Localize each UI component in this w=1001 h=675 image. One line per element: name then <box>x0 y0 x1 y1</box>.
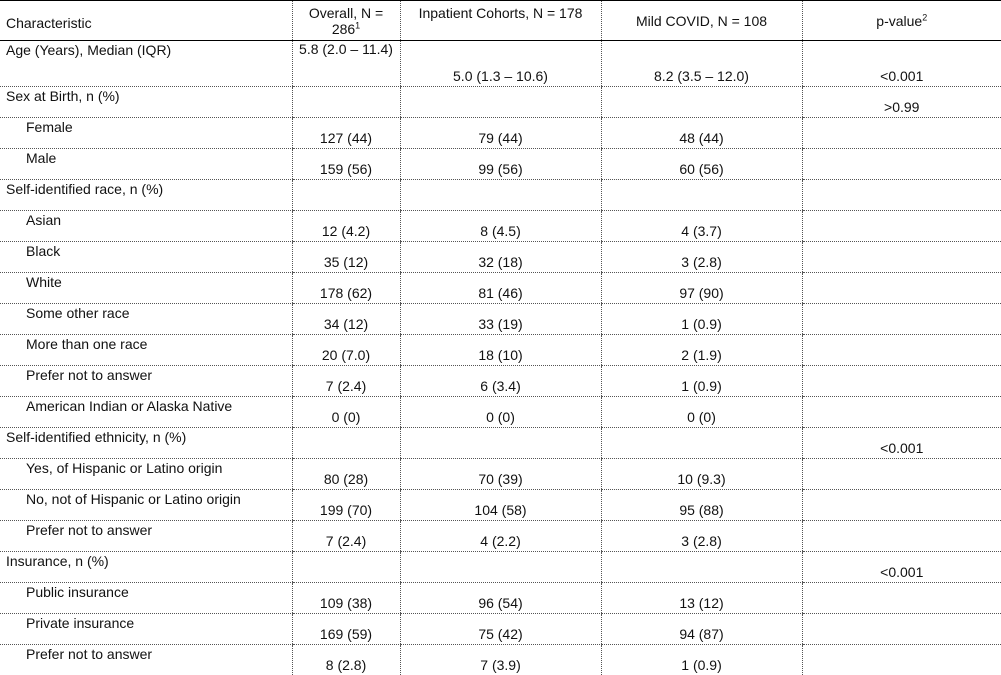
cell-inpatient: 75 (42) <box>400 614 601 645</box>
cell-inpatient <box>400 180 601 211</box>
row-label: Public insurance <box>0 583 292 614</box>
cell-overall: 7 (2.4) <box>292 521 400 552</box>
row-label: Age (Years), Median (IQR) <box>0 41 292 87</box>
table-row <box>0 335 1001 366</box>
cell-overall: 5.8 (2.0 – 11.4) <box>292 41 400 87</box>
table-row <box>0 304 1001 335</box>
cell-pvalue <box>802 614 1001 645</box>
table-row <box>0 273 1001 304</box>
cell-mild: 3 (2.8) <box>601 242 802 273</box>
cell-inpatient: 0 (0) <box>400 397 601 428</box>
row-label: More than one race <box>0 335 292 366</box>
table-row <box>0 242 1001 273</box>
cell-inpatient: 99 (56) <box>400 149 601 180</box>
table-row <box>0 87 1001 118</box>
table-row <box>0 397 1001 428</box>
table-row <box>0 645 1001 675</box>
table-row <box>0 366 1001 397</box>
row-label: Prefer not to answer <box>0 366 292 397</box>
row-label: Male <box>0 149 292 180</box>
cell-mild: 8.2 (3.5 – 12.0) <box>601 41 802 87</box>
cell-inpatient: 7 (3.9) <box>400 645 601 675</box>
cell-pvalue <box>802 273 1001 304</box>
cell-inpatient: 96 (54) <box>400 583 601 614</box>
header-overall <box>292 1 400 41</box>
table-row <box>0 583 1001 614</box>
cell-overall: 35 (12) <box>292 242 400 273</box>
row-label: Black <box>0 242 292 273</box>
table-row <box>0 552 1001 583</box>
cell-pvalue <box>802 335 1001 366</box>
cell-overall <box>292 428 400 459</box>
cell-mild: 13 (12) <box>601 583 802 614</box>
cell-mild: 94 (87) <box>601 614 802 645</box>
footnote-marker-1: 1 <box>355 20 360 30</box>
cell-inpatient: 8 (4.5) <box>400 211 601 242</box>
table-row <box>0 118 1001 149</box>
cell-pvalue <box>802 490 1001 521</box>
cell-overall: 34 (12) <box>292 304 400 335</box>
cell-inpatient: 5.0 (1.3 – 10.6) <box>400 41 601 87</box>
cell-overall <box>292 180 400 211</box>
cell-pvalue <box>802 366 1001 397</box>
cell-overall <box>292 552 400 583</box>
cell-mild: 48 (44) <box>601 118 802 149</box>
cell-pvalue <box>802 118 1001 149</box>
cell-mild: 95 (88) <box>601 490 802 521</box>
row-label: Insurance, n (%) <box>0 552 292 583</box>
table-header <box>0 1 1001 41</box>
cell-mild <box>601 552 802 583</box>
row-label: Yes, of Hispanic or Latino origin <box>0 459 292 490</box>
row-label: Self-identified race, n (%) <box>0 180 292 211</box>
cell-pvalue <box>802 180 1001 211</box>
cell-pvalue: <0.001 <box>802 552 1001 583</box>
cell-overall: 12 (4.2) <box>292 211 400 242</box>
cell-inpatient: 33 (19) <box>400 304 601 335</box>
cell-inpatient: 4 (2.2) <box>400 521 601 552</box>
cell-pvalue <box>802 397 1001 428</box>
cell-mild: 60 (56) <box>601 149 802 180</box>
cell-inpatient: 18 (10) <box>400 335 601 366</box>
cell-pvalue <box>802 583 1001 614</box>
table-row <box>0 490 1001 521</box>
cell-mild: 1 (0.9) <box>601 304 802 335</box>
cell-overall: 20 (7.0) <box>292 335 400 366</box>
table-row <box>0 521 1001 552</box>
row-label: Private insurance <box>0 614 292 645</box>
cell-pvalue: >0.99 <box>802 87 1001 118</box>
header-inpatient: Inpatient Cohorts, N = 178 <box>400 1 601 41</box>
row-label: Asian <box>0 211 292 242</box>
cell-pvalue <box>802 645 1001 675</box>
table-row <box>0 41 1001 87</box>
table-row <box>0 211 1001 242</box>
cell-overall: 169 (59) <box>292 614 400 645</box>
cell-overall: 8 (2.8) <box>292 645 400 675</box>
cell-mild: 4 (3.7) <box>601 211 802 242</box>
cell-overall: 80 (28) <box>292 459 400 490</box>
cell-inpatient: 81 (46) <box>400 273 601 304</box>
cell-mild <box>601 87 802 118</box>
cell-inpatient: 104 (58) <box>400 490 601 521</box>
row-label: No, not of Hispanic or Latino origin <box>0 490 292 521</box>
table-body <box>0 41 1001 675</box>
cell-pvalue <box>802 459 1001 490</box>
table-row <box>0 614 1001 645</box>
cell-pvalue <box>802 521 1001 552</box>
cell-inpatient: 79 (44) <box>400 118 601 149</box>
cell-overall: 0 (0) <box>292 397 400 428</box>
header-mild: Mild COVID, N = 108 <box>601 1 802 41</box>
header-overall-label: Overall, N = 286 <box>309 5 383 37</box>
cell-overall: 159 (56) <box>292 149 400 180</box>
table-row <box>0 428 1001 459</box>
row-label: White <box>0 273 292 304</box>
cell-overall: 199 (70) <box>292 490 400 521</box>
cell-mild: 10 (9.3) <box>601 459 802 490</box>
table-row <box>0 459 1001 490</box>
cell-mild <box>601 180 802 211</box>
row-label: Prefer not to answer <box>0 645 292 675</box>
cell-mild: 2 (1.9) <box>601 335 802 366</box>
cell-mild <box>601 428 802 459</box>
cell-mild: 1 (0.9) <box>601 645 802 675</box>
cell-inpatient: 6 (3.4) <box>400 366 601 397</box>
cell-overall: 127 (44) <box>292 118 400 149</box>
cell-mild: 97 (90) <box>601 273 802 304</box>
row-label: Some other race <box>0 304 292 335</box>
row-label: Female <box>0 118 292 149</box>
cell-inpatient <box>400 87 601 118</box>
header-pvalue-label: p-value <box>876 13 922 29</box>
cell-mild: 1 (0.9) <box>601 366 802 397</box>
cell-mild: 0 (0) <box>601 397 802 428</box>
cell-pvalue: <0.001 <box>802 41 1001 87</box>
cell-overall: 178 (62) <box>292 273 400 304</box>
table-row <box>0 180 1001 211</box>
header-pvalue <box>802 1 1001 41</box>
row-label: American Indian or Alaska Native <box>0 397 292 428</box>
header-row <box>0 1 1001 41</box>
cell-inpatient <box>400 428 601 459</box>
cell-inpatient <box>400 552 601 583</box>
cell-overall: 109 (38) <box>292 583 400 614</box>
row-label: Self-identified ethnicity, n (%) <box>0 428 292 459</box>
cell-inpatient: 70 (39) <box>400 459 601 490</box>
table-row <box>0 149 1001 180</box>
cell-mild: 3 (2.8) <box>601 521 802 552</box>
cell-pvalue: <0.001 <box>802 428 1001 459</box>
cell-overall <box>292 87 400 118</box>
cell-pvalue <box>802 304 1001 335</box>
cell-inpatient: 32 (18) <box>400 242 601 273</box>
cell-pvalue <box>802 211 1001 242</box>
cell-pvalue <box>802 149 1001 180</box>
cell-pvalue <box>802 242 1001 273</box>
row-label: Sex at Birth, n (%) <box>0 87 292 118</box>
row-label: Prefer not to answer <box>0 521 292 552</box>
header-characteristic: Characteristic <box>0 1 292 41</box>
cell-overall: 7 (2.4) <box>292 366 400 397</box>
footnote-marker-2: 2 <box>922 12 927 22</box>
